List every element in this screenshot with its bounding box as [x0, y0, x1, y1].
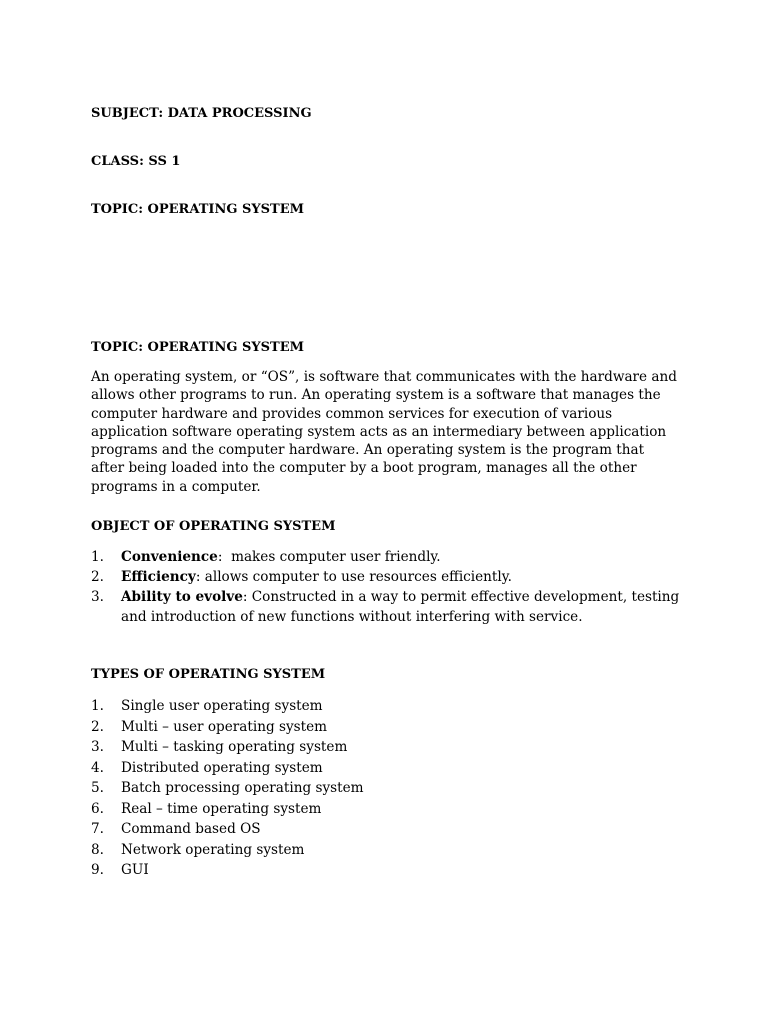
list-number: 2.: [91, 569, 104, 585]
list-text: Multi – user operating system: [121, 718, 328, 735]
list-number: 1.: [91, 549, 104, 565]
list-number: 3.: [91, 739, 104, 755]
list-separator: :: [242, 589, 252, 605]
subject-heading: SUBJECT: DATA PROCESSING: [91, 106, 312, 121]
list-number: 5.: [91, 780, 104, 796]
list-item: [91, 568, 681, 588]
list-term: Convenience: [121, 549, 218, 565]
list-item: [91, 737, 491, 758]
types-heading: TYPES OF OPERATING SYSTEM: [91, 667, 326, 682]
list-text: Distributed operating system: [121, 759, 323, 776]
list-item: [91, 840, 491, 861]
list-number: 2.: [91, 718, 104, 735]
object-heading: OBJECT OF OPERATING SYSTEM: [91, 519, 336, 534]
list-item: [91, 758, 491, 779]
list-term: Ability to evolve: [121, 589, 243, 605]
list-number: 7.: [91, 821, 104, 837]
list-text: Real – time operating system: [121, 800, 322, 817]
list-term: Efficiency: [121, 569, 196, 585]
list-text: GUI: [121, 862, 149, 878]
topic-paragraph: An operating system, or “OS”, is software that communicates with the hardware and allows other programs to run. An operating system is a software that manages the computer hardware and provides common services for execution of various application software operating system acts as an intermediary between application programs and the computer hardware. An operating system is the program that after being loaded into the computer by a boot program, manages all the other programs in a computer.: [91, 369, 677, 495]
types-list: [91, 696, 491, 881]
list-text: allows computer to use resources efficiently.: [204, 569, 512, 585]
list-item: [91, 717, 491, 738]
list-number: 1.: [91, 698, 104, 714]
list-separator: :: [195, 569, 205, 585]
list-item: [91, 778, 491, 799]
list-number: 6.: [91, 800, 104, 817]
list-item: [91, 588, 681, 627]
list-item: [91, 860, 491, 881]
list-text: makes computer user friendly.: [231, 549, 441, 565]
list-number: 4.: [91, 759, 104, 776]
list-item: [91, 819, 491, 840]
list-text: Command based OS: [121, 821, 261, 837]
list-text: Multi – tasking operating system: [121, 739, 348, 755]
list-item: [91, 696, 491, 717]
list-text: Constructed in a way to permit effective development, testing and introduction of new functions without interfering with service.: [121, 589, 680, 625]
list-item: [91, 799, 491, 820]
topic-heading: TOPIC: OPERATING SYSTEM: [91, 202, 305, 217]
list-item: [91, 548, 681, 568]
object-list: [91, 548, 681, 627]
section-topic-heading: TOPIC: OPERATING SYSTEM: [91, 340, 305, 355]
list-number: 8.: [91, 841, 104, 858]
list-separator: :: [217, 549, 232, 565]
list-text: Single user operating system: [121, 698, 323, 714]
class-heading: CLASS: SS 1: [91, 154, 181, 169]
list-text: Batch processing operating system: [121, 780, 364, 796]
list-text: Network operating system: [121, 841, 305, 858]
list-number: 9.: [91, 862, 104, 878]
list-number: 3.: [91, 589, 104, 605]
